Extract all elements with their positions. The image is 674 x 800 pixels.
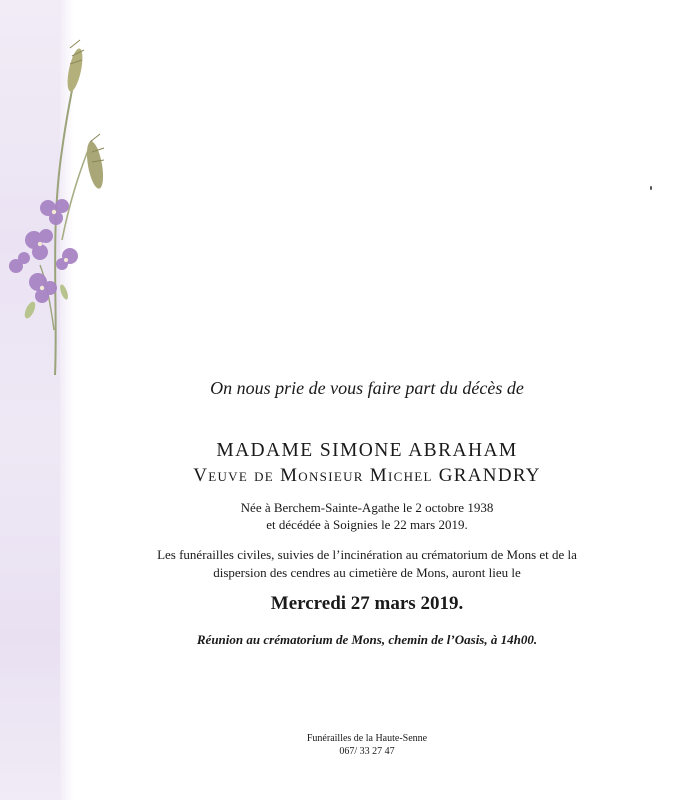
paper-speck [650, 186, 652, 190]
funeral-home-name: Funérailles de la Haute-Senne [306, 733, 428, 744]
meeting-info: Réunion au crématorium de Mons, chemin de l’Oasis, à 14h00. [196, 632, 538, 647]
death-line: et décédée à Soignies le 22 mars 2019. [266, 517, 468, 532]
funeral-home-phone: 067/ 33 27 47 [339, 746, 395, 757]
widow-of-line: Veuve de Monsieur Michel GRANDRY [193, 465, 541, 486]
violet-flower-spray-icon [0, 30, 120, 390]
funeral-line-1: Les funérailles civiles, suivies de l’incinération au crématorium de Mons et de la [157, 547, 577, 562]
funeral-info [60, 546, 674, 582]
funeral-line-2: dispersion des cendres au cimetière de Mons, auront lieu le [213, 565, 521, 580]
notice-intro: On nous prie de vous faire part du décès de [210, 378, 524, 398]
birth-death-info [60, 499, 674, 533]
deceased-name: MADAME SIMONE ABRAHAM [216, 440, 518, 461]
ceremony-date: Mercredi 27 mars 2019. [270, 593, 464, 614]
birth-line: Née à Berchem-Sainte-Agathe le 2 octobre 1938 [240, 500, 494, 515]
footer [60, 732, 674, 758]
